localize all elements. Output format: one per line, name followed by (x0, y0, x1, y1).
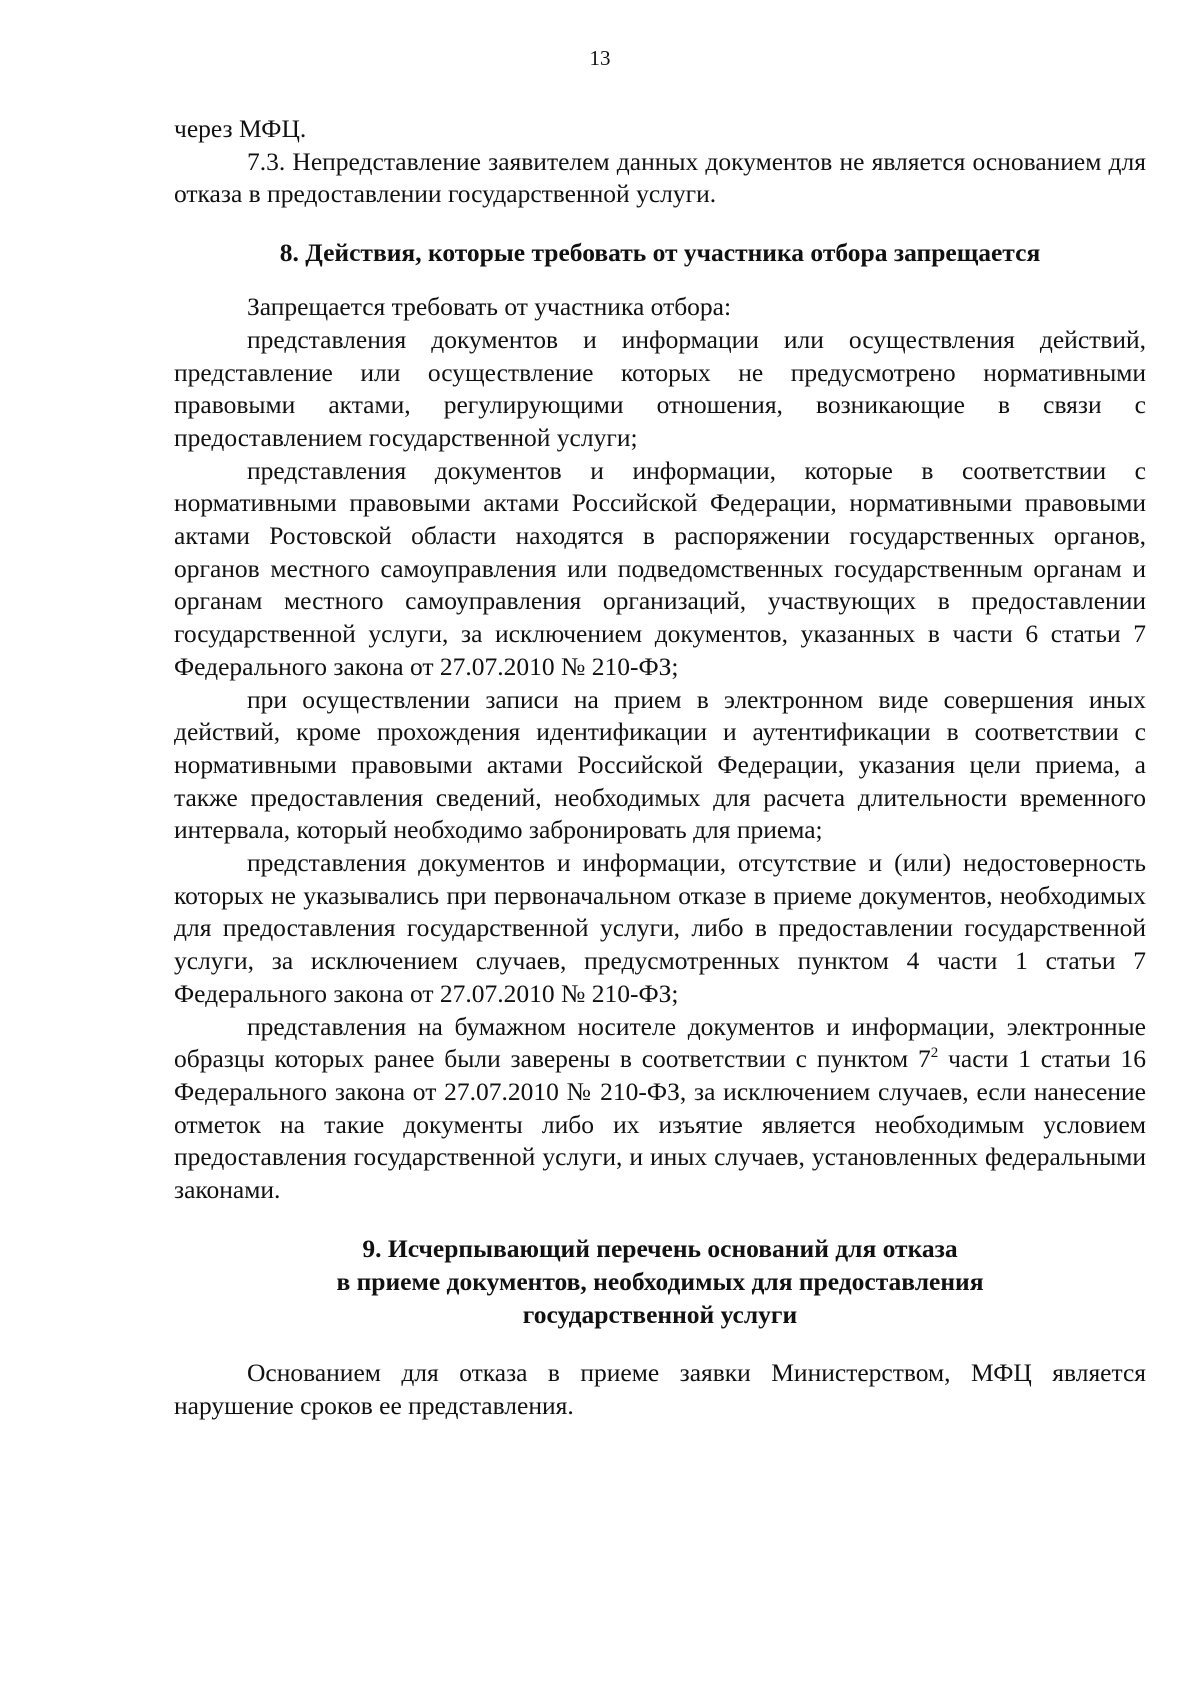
section-9-heading-line: 9. Исчерпывающий перечень оснований для отказа (362, 1233, 958, 1263)
section-9-heading-line: в приеме документов, необходимых для предоставления (336, 1266, 984, 1296)
section-8-item-last (174, 1011, 1146, 1207)
section-8-intro: Запрещается требовать от участника отбора: (247, 292, 732, 322)
section-9-heading (174, 1232, 1146, 1331)
section-8-item: представления документов и информации или осуществления действий, представление или осуществление которых не предусмотрено нормативными правовыми актами, регулирующими отношения, возникающие в связи с предоставлением государственной услуги; (174, 324, 1146, 452)
item-text-after-superscript: части 1 статьи 16 Федерального закона от 27.07.2010 № 210-ФЗ, за исключением случаев, если нанесение отметок на такие документы либо их изъятие является необходимым условием предоставления государственной услуги, и иных случаев, установленных федеральными законами. (174, 1044, 1146, 1205)
section-8-heading: 8. Действия, которые требовать от участника отбора запрещается (279, 238, 1041, 268)
paragraph-7-3: 7.3. Непредставление заявителем данных документов не является основанием для отказа в предоставлении государственной услуги. (174, 146, 1146, 209)
item-text-before-superscript: представления на бумажном носителе документов и информации, электронные образцы которых ранее были заверены в соответствии с пунктом 7 (174, 1011, 1146, 1074)
page-number: 13 (589, 46, 611, 70)
section-9-text: Основанием для отказа в приеме заявки Министерством, МФЦ является нарушение сроков ее представления. (174, 1357, 1146, 1420)
section-9-heading-line: государственной услуги (522, 1299, 798, 1329)
section-8-item: представления документов и информации, которые в соответствии с нормативными правовыми актами Российской Федерации, нормативными правовыми актами Ростовской области находятся в распоряжении государственных органов, органов местного самоуправления или подведомственных государственным органам и органам местного самоуправления организаций, участвующих в предоставлении государственной услуги, за исключением документов, указанных в части 6 статьи 7 Федерального закона от 27.07.2010 № 210-ФЗ; (174, 455, 1146, 681)
section-8-item: представления документов и информации, отсутствие и (или) недостоверность которых не указывались при первоначальном отказе в приеме документов, необходимых для предоставления государственной услуги, либо в предоставлении государственной услуги, за исключением случаев, предусмотренных пунктом 4 части 1 статьи 7 Федерального закона от 27.07.2010 № 210-ФЗ; (174, 848, 1146, 1008)
section-8-item: при осуществлении записи на прием в электронном виде совершения иных действий, кроме прохождения идентификации и аутентификации в соответствии с нормативными правовыми актами Российской Федерации, указания цели приема, а также предоставления сведений, необходимых для расчета длительности временного интервала, который необходимо забронировать для приема; (174, 684, 1146, 845)
document-body (174, 113, 1146, 1422)
paragraph-continuation: через МФЦ. (174, 114, 307, 143)
superscript-number: 2 (930, 1045, 939, 1062)
